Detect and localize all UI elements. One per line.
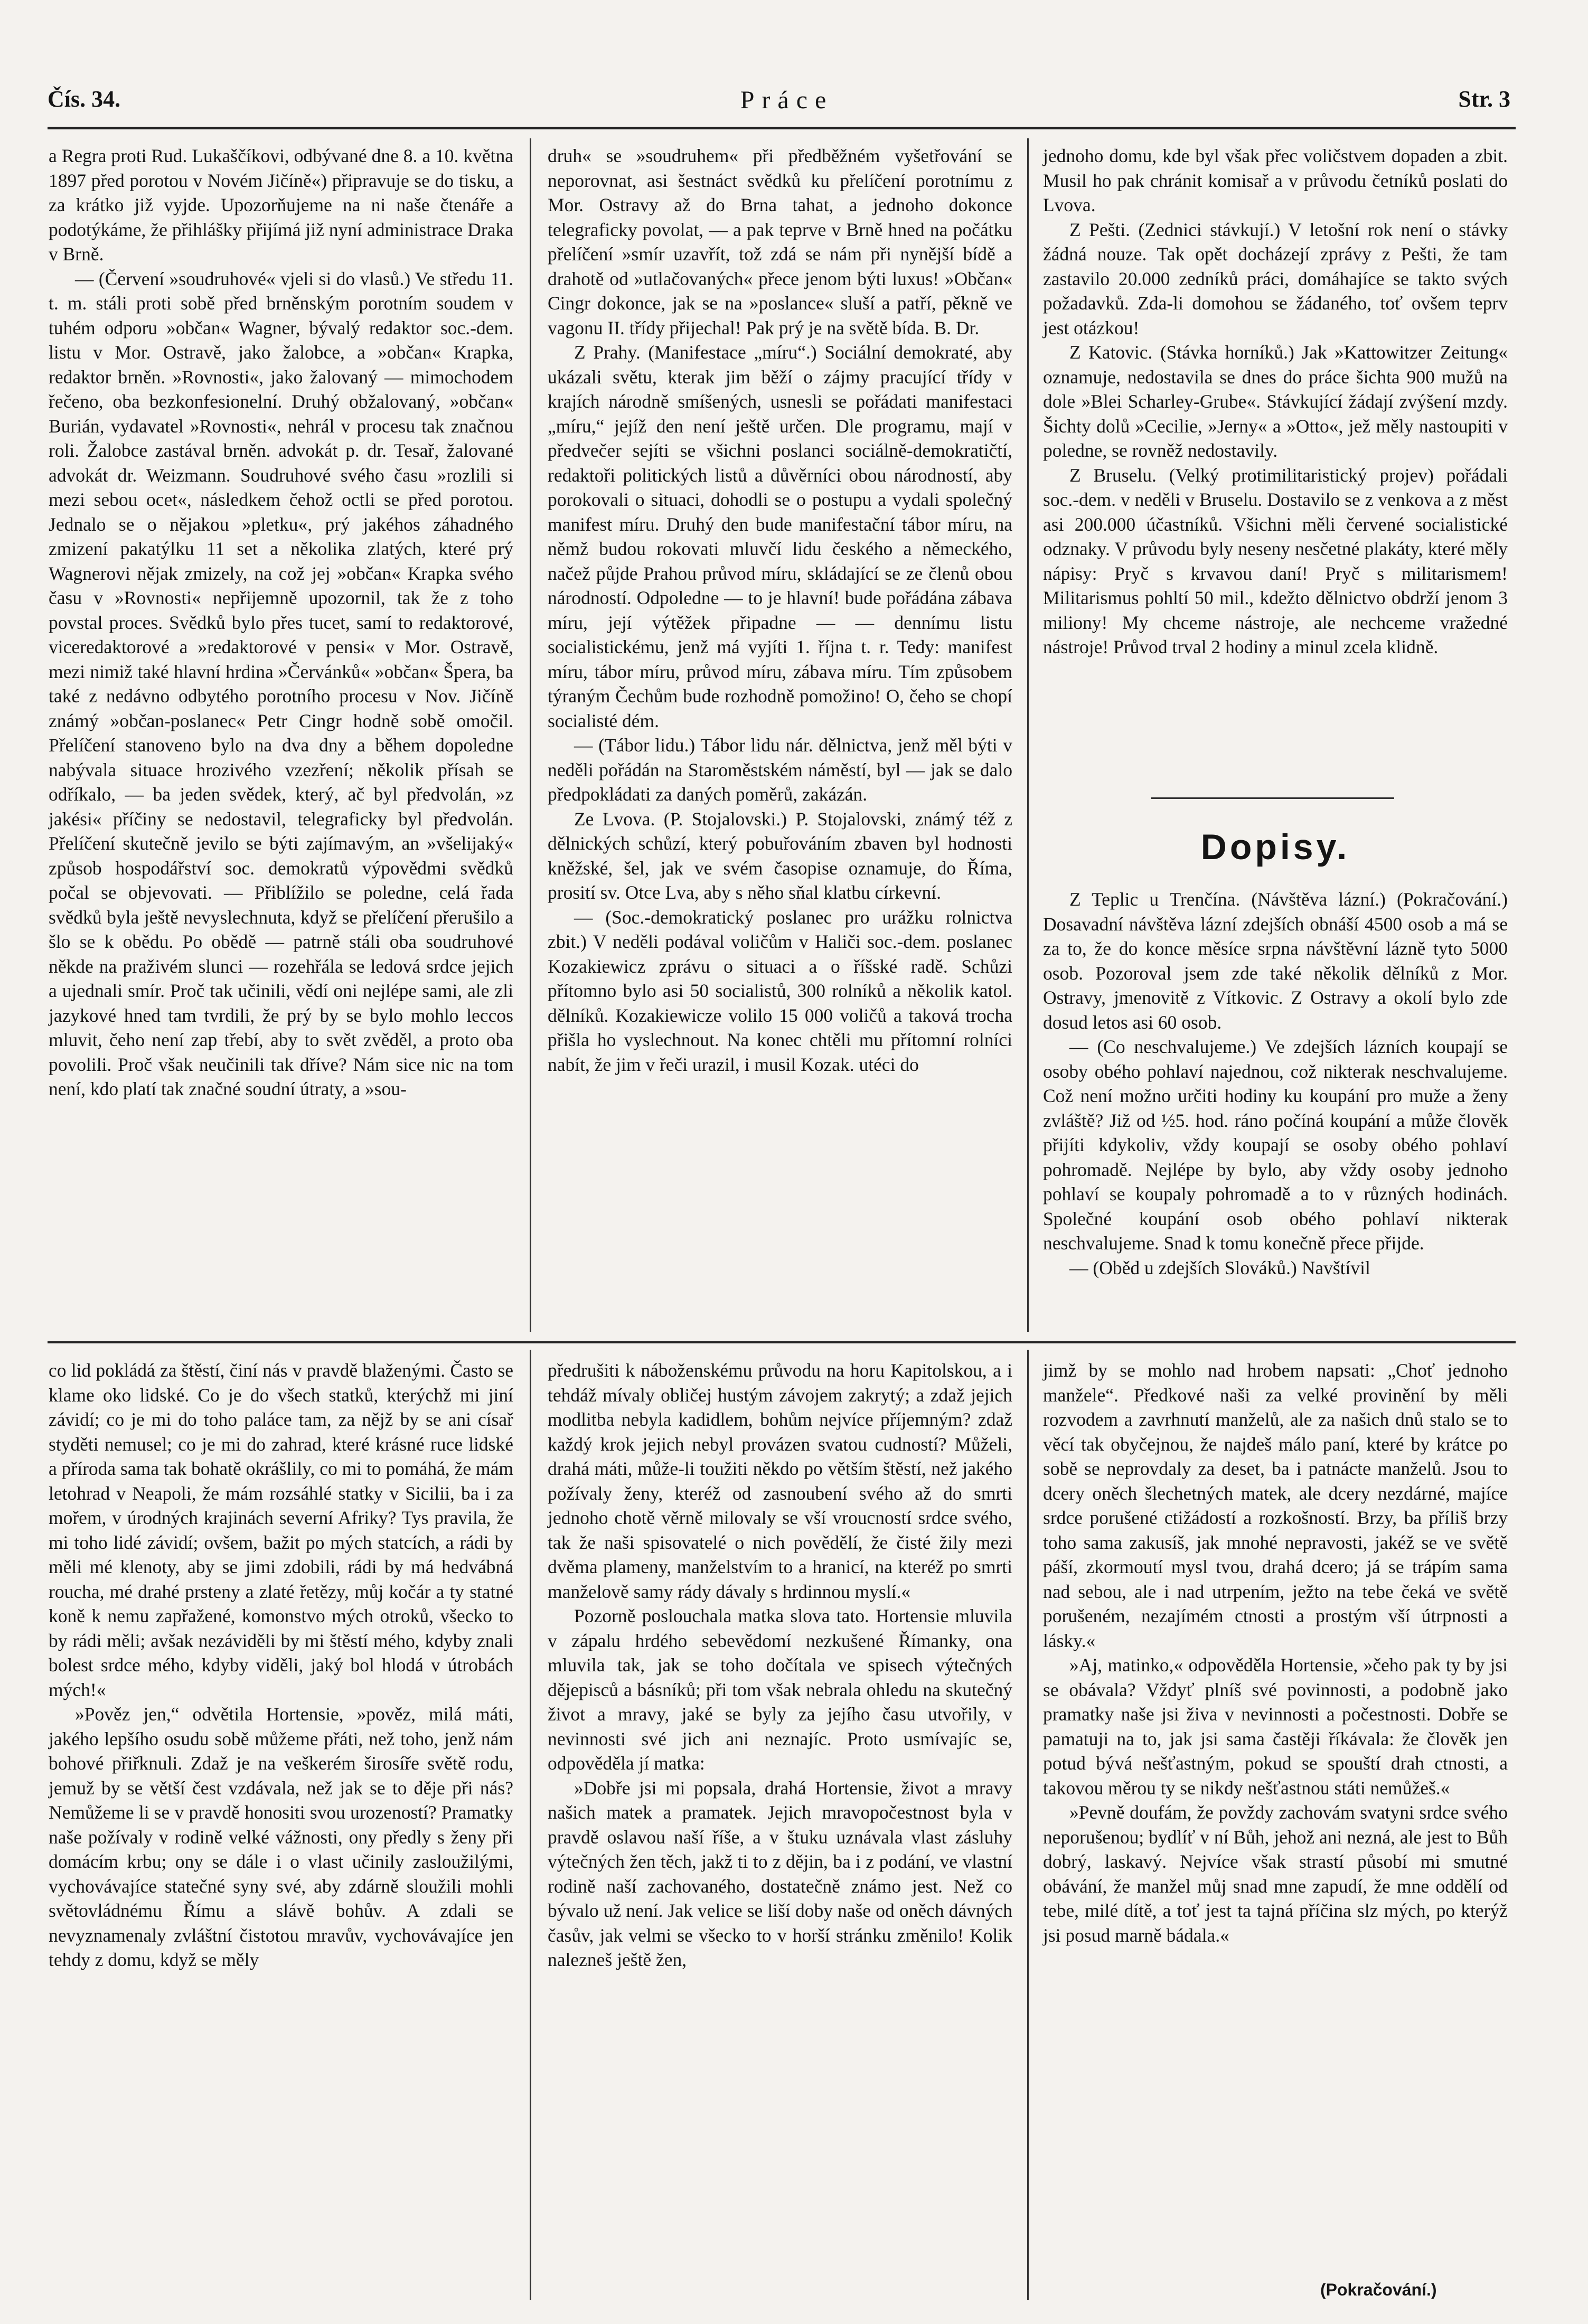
column-divider — [1027, 1350, 1029, 2300]
article-paragraph: Ze Lvova. (P. Stojalovski.) P. Stojalovski, známý též z dělnických schůzí, který pobuřováním zbaven byl hodnosti kněžské, šel, jak ve svém časopise oznamuje, do Říma, prosití sv. Otce Lva, aby s něho sňal klatbu církevní. — [548, 808, 1012, 903]
section-rule — [48, 1341, 1516, 1343]
story-paragraph: »Pevně doufám, že povždy zachovám svatyni srdce svého neporušenou; bydlíť v ní Bůh, jehož ani nezná, ale jest to Bůh dobrý, laskavý. Nejvíce však strastí působí mi smutné obávání, že manžel můj snad mne zapudí, že mne oddělí od tebe, milé dítě, a toť jest ta tajná příčina slz mých, po kterýž jsi posud marně bádala.« — [1043, 1802, 1508, 1946]
article-paragraph: Z Bruselu. (Velký protimilitaristický projev) pořádali soc.-dem. v neděli v Bruselu. Dostavilo se z venkova a z měst asi 200.000 účastníků. Všichni měli červené socialistické odznaky. V průvodu byly neseny nesčetné plakáty, které měly nápisy: Pryč s krvavou daní! Pryč s militarismem! Militarismus pohltí 50 mil., kdežto dělnictvo obdrží jenom 3 miliony! My chceme nástroje, ale nechceme vražedné nástroje! Průvod trval 2 hodiny a minul zcela klidně. — [1043, 464, 1508, 657]
article-paragraph: — (Co neschvalujeme.) Ve zdejších lázních koupají se osoby obého pohlaví najednou, což nikterak neschvalujeme. Což není možno určiti hodiny ku koupání pro muže a ženy zvláště? Již od ½5. hod. ráno počíná koupání a může člověk přijíti kdykoliv, vždy koupají se osoby obého pohlaví pohromadě. Nejlépe by bylo, aby vždy osoby jednoho pohlaví se koupaly pohromadě a to v různých hodinách. Společné koupání osob obého pohlaví nikterak neschvalujeme. Snad k tomu konečně přece přijde. — [1043, 1036, 1508, 1254]
newspaper-title: Práce — [740, 86, 834, 114]
page-header — [48, 80, 1510, 123]
article-paragraph: Z Pešti. (Zednici stávkují.) V letošní rok není o stávky žádná nouze. Tak opět docházejí zprávy z Pešti, že tam zastavilo 20.000 zedníků práci, domáhajíce se takto svých požadavků. Zda-li domohou se žádaného, toť ovšem teprv jest otázkou! — [1043, 219, 1508, 338]
news-column-2 — [548, 144, 1012, 1077]
story-paragraph: předrušiti k náboženskému průvodu na horu Kapitolskou, a i tehdáž mívaly obličej hustým závojem zakrytý; a zdaž jejich modlitba nebyla kadidlem, bohům nejvíce příjemným? zdaž každý krok jejich nebyl provázen svatou cudností? Můželi, drahá máti, může-li toužiti někdo po větším štěstí, než jakého požívaly ženy, kteréž od zasnoubení svého až do smrti jednoho chotě věrně milovaly se vší vroucností srdce svého, tak že naši spisovatelé o nich povědělí, že čisté žily mezi dvěma plameny, manželstvím to a hranicí, na kteréž po smrti manželově samy rády dávaly s hrdinnou myslí.« — [548, 1360, 1012, 1602]
article-paragraph: — (Tábor lidu.) Tábor lidu nár. dělnictva, jenž měl býti v neděli pořádán na Staroměstském náměstí, byl — jak se dalo předpokládati za daných poměrů, zakázán. — [548, 735, 1012, 805]
header-rule — [48, 127, 1516, 129]
article-paragraph: — (Soc.-demokratický poslanec pro urážku rolnictva zbit.) V neděli podával voličům v Haliči soc.-dem. poslanec Kozakiewicz zprávu o situaci a o říšské radě. Schůzi přítomno bylo asi 50 socialistů, 300 rolníků a několik katol. dělníků. Kozakiewicze volilo 15 000 voličů a taková trocha přišla ho vyslechnout. Na konec chtěli mu přítomní rolníci nabít, že jim v řeči urazil, i musil Kozak. utéci do — [548, 906, 1012, 1075]
article-paragraph: — (Oběd u zdejších Slováků.) Navštívil — [1069, 1257, 1370, 1278]
article-paragraph: a Regra proti Rud. Lukaščíkovi, odbývané dne 8. a 10. května 1897 před porotou v Novém Jičíně«) připravuje se do tisku, a za krátko již vyjde. Upozorňujeme na ni naše čtenáře a podotýkáme, že přihlášky přijímá již nyní administrace Draka v Brně. — [49, 145, 513, 265]
story-paragraph: co lid pokládá za štěstí, činí nás v pravdě blaženými. Často se klame oko lidské. Co je do všech statků, kterýchž mi jiní závidí; co je mi do toho paláce tam, za nějž by se ani císař styděti nemusel; co je mi do zahrad, které krásné ruce lidské a příroda sama tak bohatě okrášlily, co mi to pomáhá, že mám letohrad v Neapoli, že mám rozsáhlé statky v Sicilii, ba i za mořem, v úrodných krajinách severní Afriky? Tys pravila, že mi toho lidé závidí; ovšem, bažit po mých statcích, a rádi by měli mé klenoty, aby se jimi zdobili, rádi by má hedvábná roucha, mé drahé prsteny a zlaté řetězy, můj kočár a ty statné koně k nemu zapřažené, komonstvo mých otroků, všecko to by rádi měli; avšak nezáviděli by mi štěstí mého, kdyby znali bolest srdce mého, kdyby viděli, jaký bol hlodá v útrobách mých!« — [49, 1360, 513, 1700]
dopisy-rule — [1151, 797, 1394, 799]
page-number: Str. 3 — [1458, 86, 1510, 112]
article-paragraph: Z Prahy. (Manifestace „míru“.) Sociální demokraté, aby ukázali světu, kterak jim běží o zájmy pracující třídy v krajích národně smíšených, usnesli se pořádati manifestaci „míru,“ jejíž den není ještě určen. Dle programu, mají v předvečer sejíti se všichni poslanci sociálně-demokratičtí, redaktoři politických listů a důvěrníci obou národností, aby porokovali o situaci, dohodli se o postupu a vydali společný manifest míru. Druhý den bude manifestační tábor míru, na němž budou rokovati mluvčí lidu českého a německého, načež půjde Prahou průvod míru, skládající se ze členů obou národností. Odpoledne — to je hlavní! bude pořádána zábava míru, její výtěžek připadne — — dennímu listu socialistickému, jenž má vyjíti 1. října t. r. Tedy: manifest míru, tábor míru, průvod míru, zábava míru. Tím způsobem týraným Čechům bude rozhodně pomožino! O, čeho se chopí socialisté dém. — [548, 342, 1012, 731]
article-paragraph: — (Červení »soudruhové« vjeli si do vlasů.) Ve středu 11. t. m. stáli proti sobě před brněnským porotním soudem v tuhém odporu »občan« Wagner, bývalý redaktor soc.-dem. listu v Mor. Ostravě, jako žalobce, a »občan« Krapka, redaktor brněn. »Rovnosti«, jako žalovaný — mimochodem řečeno, oba bezkonfesionelní. Druhý obžalovaný, »občan« Burián, vydavatel »Rovnosti«, nehrál v procesu tak značnou roli. Žalobce zastával brněn. advokát p. dr. Tesař, žalované advokát dr. Weizmann. Soudruhové svého času »rozlili si mezi sebou ocet«, následkem čehož octli se před porotou. Jednalo se o nějakou »pletku«, prý jakéhos záhadného zmizení pakatýlku 11 set a několika zlatých, které prý Wagnerovi nějak zmizely, na což jej »občan« Krapka svého času v »Rovnosti« nepřijemně upozornil, tak že z toho povstal proces. Svědků bylo přes tucet, samí to redaktorové, viceredaktorové a »redaktorové v pensi« v Mor. Ostravě, mezi nimiž také hlavní hrdina »Červánků« »občan« Špera, ba také z nedávno odbytého porotního procesu v Nov. Jičíně známý »občan-poslanec« Petr Cingr hodně sobě omočil. Přelíčení stanoveno bylo na dva dny a během dopoledne nabývala situace hrozivého vzezření; několik přísah se odříkalo, — ba jeden svědek, který, ač byl předvolán, »z jakési« příčiny se nedostavil, telegraficky byl předvolán. Přelíčení skutečně jevilo se býti zajímavým, an »všelijaký« způsob hospodářství soc. demokratů výpovědmi svědků počal se objevovati. — Přiblížilo se poledne, celá řada svědků byla ještě nevyslechnuta, když se přelíčení přerušilo a šlo se k obědu. Po obědě — patrně stáli oba soudruhové někde na praživém slunci — rozehřála se ledová srdce jejich a ujednali smír. Proč tak učinili, vědí oni nejlépe sami, ale zli jazykové hned tam tvrdili, že prý by se bylo mohlo leccos mluvit, čeho není zap třebí, aby to svět zvěděl, a proto oba povolili. Proč však neučinili tak dříve? Nám sice nic na tom není, kdo platí tak značné soudní útraty, a »sou- — [49, 268, 513, 1099]
feuilleton-column-3 — [1043, 1358, 1508, 1947]
article-paragraph: druh« se »soudruhem« při předběžném vyšetřování se neporovnat, asi šestnáct svědků ku přelíčení porotnímu z Mor. Ostravy až do Brna tahat, a jednoho dokonce telegraficky povolat, — a pak teprve v Brně hned na počátku přelíčení »smír uzavřít, tož zdá se nám při nynější bídě a drahotě od »utlačovaných« přece jenom býti luxus! »Občan« Cingr dokonce, jak se na »poslance« sluší a patří, pěkně ve vagonu II. třídy přijechal! Pak prý je na světě bída. B. Dr. — [548, 145, 1012, 338]
dopisy-column — [1043, 887, 1508, 1280]
column-divider — [530, 1350, 531, 2300]
story-paragraph: »Pověz jen,“ odvětila Hortensie, »pověz, milá máti, jakého lepšího osudu sobě můžeme přáti, než toho, jenž nám bohové přiřknuli. Zdaž je na veškerém širosíře světě rodu, jemuž by se větší čest vzdávala, než jak se to děje při nás? Nemůžeme li se v pravdě honositi svou urozeností? Pramatky naše požívaly v rodině velké vážnosti, ony předly s ženy při domácím krbu; ony se dále i o vlast učinily zasloužilými, vychovávajíce statečné syny své, aby zdárně sloužili mohli světovládnému Římu a slávě bohův. A zdali se nevyznamenaly zvláštní čistotou mravův, vychovávajíce jen tehdy z domu, když se měly — [49, 1704, 513, 1970]
column-divider — [530, 138, 531, 1332]
story-paragraph: »Dobře jsi mi popsala, drahá Hortensie, život a mravy našich matek a pramatek. Jejich mravopočestnost byla v pravdě oslavou naší říše, a v štuku uznávala vlast zásluhy výtečných žen těch, jakž ti to z dějin, ba i z podání, ve vlastní rodině naší zachovaného, dostatečně známo jest. Než co bývalo už není. Jak velice se liší doby naše od oněch dávných časův, jak velmi se všecko to v horší stránku změnilo! Kolik nalezneš ještě žen, — [548, 1777, 1012, 1970]
feuilleton-column-1 — [49, 1358, 513, 1972]
feuilleton-column-2 — [548, 1358, 1012, 1972]
column-divider — [1027, 138, 1029, 1332]
news-column-1 — [49, 144, 513, 1102]
story-paragraph: jimž by se mohlo nad hrobem napsati: „Choť jednoho manžele“. Předkové naši za velké provinění by měli rozvodem a zavrhnutí manželů, ale za našich dnů stalo se to věcí tak obyčejnou, že najdeš málo paní, které by krátce po sobě se neprovdaly za deset, ba i patnácte manželů. Jsou to dcery oněch šlechetných matek, ale dcery nezdárné, majíce srdce porušené ctižádostí a rozkošností. Brzy, ba příliš brzy toho sama zakusíš, jak mnohé nepravosti, jakéž se ve světě páší, zkormoutí mysl tvou, drahá dcero; já se trápím sama nad sebou, ale i nad utrpením, ježto na tebe čeká ve světě porušeném, nezajímém ctnosti a prostým vší útrpnosti a lásky.« — [1043, 1360, 1508, 1651]
news-column-3 — [1043, 144, 1508, 660]
section-heading-dopisy: Dopisy. — [1200, 827, 1350, 867]
article-paragraph: Z Katovic. (Stávka horníků.) Jak »Kattowitzer Zeitung« oznamuje, nedostavila se dnes do práce šichta 900 mužů na dole »Blei Scharley-Grube«. Stávkující žádají zvýšení mzdy. Šichty dolů »Cecilie, »Jerny« a »Otto«, jež měly nastoupiti v poledne, se rovněž nedostavily. — [1043, 342, 1508, 461]
story-paragraph: »Aj, matinko,« odpověděla Hortensie, »čeho pak ty by jsi se obávala? Vždyť plníš své povinnosti, a podobně jako pramatky naše jsi živa v nevinnosti a počestnosti. Dobře se pamatuji na to, jak jsi sama častěji říkávala: že člověk jen potud bývá nešťastným, pokud se spouští drah ctnosti, a takovou měrou ty se nikdy nešťastnou státi nemůžeš.« — [1043, 1654, 1508, 1799]
issue-number: Čís. 34. — [48, 86, 121, 112]
continued-note: (Pokračování.) — [1320, 2280, 1437, 2299]
article-paragraph: Z Teplic u Trenčína. (Návštěva lázní.) (Pokračování.) Dosavadní návštěva lázní zdejších obnáší 4500 osob a má se za to, že do konce měsíce srpna návštěvní lázně tyto 5000 osob. Pozoroval jsem zde také několik dělníků z Mor. Ostravy, jmenovitě z Vítkovic. Z Ostravy a okolí bylo zde dosud letos asi 60 osob. — [1043, 889, 1508, 1033]
story-paragraph: Pozorně poslouchala matka slova tato. Hortensie mluvila v zápalu hrdého sebevědomí nezkušené Římanky, ona mluvila tak, jak se toho dočítala ve spisech výtečných dějepisců a básníků; při tom však nebrala ohledu na skutečný život a mravy, jaké se byly za jejího času utvořily, v nevinnosti své jich ani neznajíc. Proto usmívajíc se, odpověděla jí matka: — [548, 1605, 1012, 1774]
article-paragraph: jednoho domu, kde byl však přec voličstvem dopaden a zbit. Musil ho pak chránit komisař a v průvodu četníků poslati do Lvova. — [1043, 145, 1508, 215]
